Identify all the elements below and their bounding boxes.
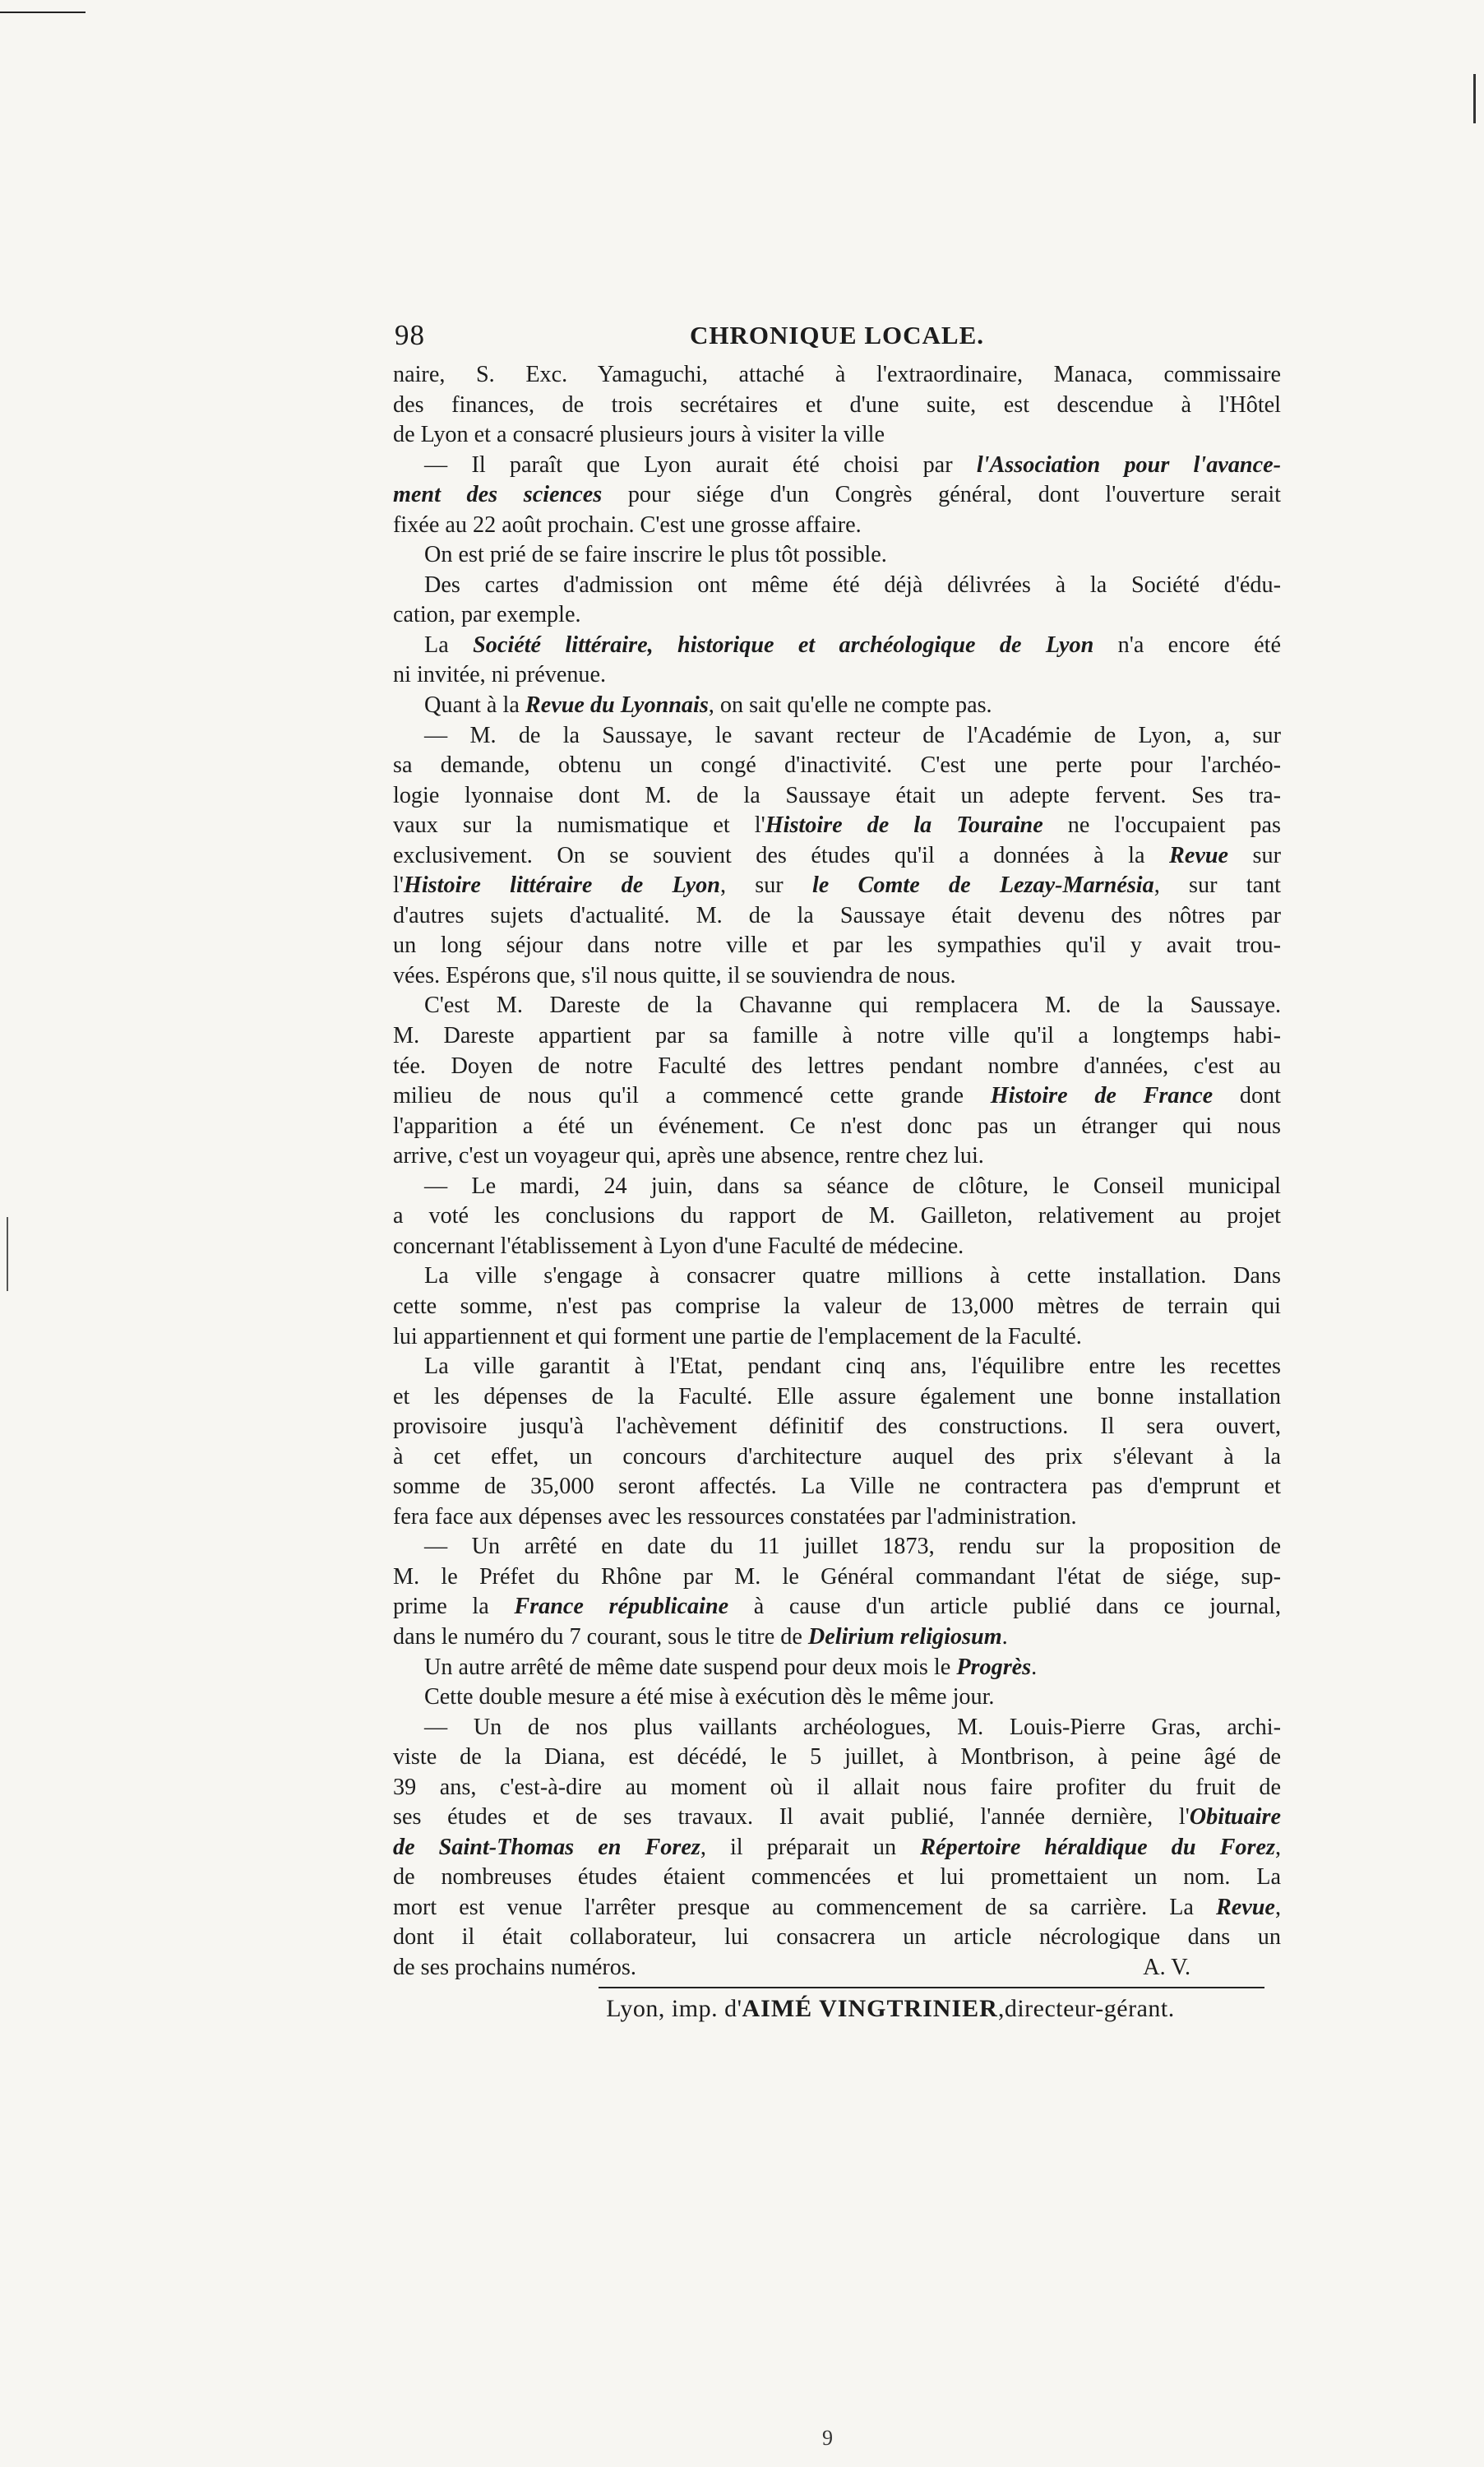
text-run: lui appartiennent et qui forment une partie de l'emplacement de la Faculté. — [393, 1323, 1082, 1349]
text-line — [393, 1532, 1281, 1562]
text-run: , sur tant — [1153, 872, 1282, 899]
text-run: à cause d'un article publié dans ce journal, — [728, 1594, 1281, 1620]
text-line — [393, 1893, 1281, 1923]
text-run: . — [1001, 1623, 1008, 1650]
text-line — [393, 961, 1281, 992]
text-run: On est prié de se faire inscrire le plus tôt possible. — [424, 542, 887, 568]
text-line — [393, 1472, 1281, 1502]
text-run: tée. Doyen de notre Faculté des lettres pendant nombre d'années, c'est au — [393, 1053, 1281, 1079]
text-run: , on sait qu'elle ne compte pas. — [708, 692, 992, 719]
text-run: viste de la Diana, est décédé, le 5 juillet, à Montbrison, à peine âgé de — [393, 1744, 1281, 1770]
italic-title: Revue du Lyonnais — [525, 692, 709, 719]
italic-title: Revue — [1215, 1894, 1275, 1920]
text-run: — Il paraît que Lyon aurait été choisi par — [424, 451, 977, 478]
text-run: cation, par exemple. — [393, 602, 581, 628]
text-line — [393, 1682, 1281, 1713]
text-run: dont il était collaborateur, lui consacrera un article nécrologique dans un — [393, 1924, 1281, 1951]
text-line — [393, 1622, 1281, 1653]
text-run: a voté les conclusions du rapport de M. Gailleton, relativement au projet — [393, 1203, 1281, 1229]
bottom-mark: 9 — [822, 2426, 833, 2450]
text-run: mort est venue l'arrêter presque au commencement de sa carrière. La — [393, 1894, 1216, 1920]
text-run: La ville garantit à l'Etat, pendant cinq ans, l'équilibre entre les recettes — [424, 1354, 1281, 1380]
article-body — [393, 360, 1281, 1953]
text-run: de nombreuses études étaient commencées et lui promettaient un nom. La — [393, 1864, 1281, 1891]
italic-title: l'Association pour l'avance- — [976, 451, 1281, 478]
text-line — [393, 1021, 1281, 1052]
text-run: pour siége d'un Congrès général, dont l'ouverture serait — [602, 482, 1281, 508]
text-run: des finances, de trois secrétaires et d'une suite, est descendue à l'Hôtel — [393, 391, 1281, 418]
text-line — [393, 600, 1281, 631]
text-run: — Le mardi, 24 juin, dans sa séance de clôture, le Conseil municipal — [424, 1173, 1281, 1199]
text-run: l' — [393, 872, 404, 899]
text-line — [393, 691, 1281, 721]
text-run: , — [1274, 1834, 1281, 1860]
text-run: dont — [1213, 1083, 1281, 1109]
text-line — [393, 451, 1281, 481]
text-line — [393, 841, 1281, 872]
text-line — [393, 1352, 1281, 1382]
text-line — [393, 1261, 1281, 1292]
text-run: de Lyon et a consacré plusieurs jours à visiter la ville — [393, 422, 885, 448]
text-line — [393, 991, 1281, 1021]
text-run: arrive, c'est un voyageur qui, après une absence, rentre chez lui. — [393, 1143, 984, 1169]
text-run: . — [1031, 1654, 1038, 1680]
text-run: , — [1274, 1894, 1281, 1920]
text-run: sa demande, obtenu un congé d'inactivité. C'est une perte pour l'archéo- — [393, 752, 1281, 779]
text-line — [393, 1562, 1281, 1593]
closing-line — [393, 1953, 1281, 1983]
italic-title: Histoire littéraire de Lyon — [403, 872, 720, 899]
text-line — [393, 1232, 1281, 1262]
text-run: , il préparait un — [700, 1834, 921, 1860]
text-line — [393, 360, 1281, 391]
text-run: ne l'occupaient pas — [1042, 812, 1281, 839]
italic-title: Histoire de la Touraine — [765, 812, 1043, 839]
text-run: et les dépenses de la Faculté. Elle assure également une bonne installation — [393, 1383, 1281, 1409]
italic-title: France républicaine — [514, 1594, 729, 1620]
text-run: un long séjour dans notre ville et par les sympathies qu'il y avait trou- — [393, 933, 1281, 959]
text-line — [393, 1442, 1281, 1473]
text-line — [393, 721, 1281, 752]
text-line — [393, 511, 1281, 541]
signature: A. V. — [1143, 1954, 1190, 1980]
text-run: d'autres sujets d'actualité. M. de la Saussaye était devenu des nôtres par — [393, 902, 1281, 928]
text-run: n'a encore été — [1093, 632, 1281, 658]
text-run: provisoire jusqu'à l'achèvement définitif des constructions. Il sera ouvert, — [393, 1414, 1281, 1440]
scan-edge-mark-left — [7, 1217, 8, 1291]
text-run: , sur — [719, 872, 812, 899]
text-run: logie lyonnaise dont M. de la Saussaye était un adepte fervent. Ses tra- — [393, 782, 1281, 808]
page-number: 98 — [395, 319, 425, 351]
text-line — [393, 1201, 1281, 1232]
italic-title: Delirium religiosum — [807, 1623, 1002, 1650]
text-line — [393, 660, 1281, 691]
text-line — [393, 1112, 1281, 1142]
imprint-printer-name: AIMÉ VINGTRINIER — [742, 1994, 998, 2022]
text-run: naire, S. Exc. Yamaguchi, attaché à l'extraordinaire, Manaca, commissaire — [393, 362, 1281, 387]
page — [393, 319, 1281, 2023]
text-run: — Un de nos plus vaillants archéologues, M. Louis-Pierre Gras, archi- — [424, 1714, 1281, 1740]
running-title: CHRONIQUE LOCALE. — [689, 321, 985, 349]
text-run: Des cartes d'admission ont même été déjà délivrées à la Société d'édu- — [424, 572, 1281, 598]
text-run: vées. Espérons que, s'il nous quitte, il se souviendra de nous. — [393, 962, 956, 988]
text-run: 39 ans, c'est-à-dire au moment où il allait nous faire profiter du fruit de — [393, 1774, 1281, 1800]
text-run: Un autre arrêté de même date suspend pour deux mois le — [424, 1654, 957, 1680]
text-run: à cet effet, un concours d'architecture auquel des prix s'élevant à la — [393, 1443, 1281, 1470]
text-run: C'est M. Dareste de la Chavanne qui remplacera M. de la Saussaye. — [424, 993, 1281, 1019]
text-line — [393, 1052, 1281, 1082]
text-line — [393, 391, 1281, 421]
text-run: vaux sur la numismatique et l' — [393, 812, 765, 839]
text-run: Cette double mesure a été mise à exécution dès le même jour. — [424, 1684, 995, 1710]
text-line — [393, 1292, 1281, 1322]
text-line — [393, 1081, 1281, 1112]
corner-rule — [0, 12, 86, 13]
text-line — [393, 1803, 1281, 1833]
text-line — [393, 1713, 1281, 1743]
text-line — [393, 420, 1281, 451]
italic-title: Histoire de France — [990, 1083, 1214, 1109]
text-line — [393, 1172, 1281, 1202]
text-run: l'apparition a été un événement. Ce n'est donc pas un étranger qui nous — [393, 1113, 1281, 1139]
text-line — [393, 1592, 1281, 1622]
closing-text: de ses prochains numéros. — [393, 1954, 636, 1980]
text-line — [393, 1773, 1281, 1803]
text-line — [393, 540, 1281, 571]
text-line — [393, 1412, 1281, 1442]
text-line — [393, 901, 1281, 932]
text-line — [393, 1743, 1281, 1773]
text-line — [393, 931, 1281, 961]
text-run: ni invitée, ni prévenue. — [393, 662, 607, 688]
running-head — [393, 319, 1281, 360]
italic-title: Revue — [1169, 842, 1229, 868]
imprint — [393, 1995, 1281, 2023]
text-run: somme de 35,000 seront affectés. La Ville ne contractera pas d'emprunt et — [393, 1474, 1281, 1500]
imprint-suffix: ,directeur-gérant. — [997, 1994, 1175, 2022]
text-run: — Un arrêté en date du 11 juillet 1873, rendu sur la proposition de — [424, 1534, 1281, 1560]
italic-title: Répertoire héraldique du Forez — [920, 1834, 1275, 1860]
text-run: ses études et de ses travaux. Il avait publié, l'année dernière, l' — [393, 1804, 1190, 1831]
text-line — [393, 1502, 1281, 1533]
text-line — [393, 811, 1281, 841]
text-line — [393, 871, 1281, 901]
text-run: cette somme, n'est pas comprise la valeur de 13,000 mètres de terrain qui — [393, 1293, 1281, 1319]
text-run: La ville s'engage à consacrer quatre millions à cette installation. Dans — [424, 1263, 1281, 1289]
text-line — [393, 751, 1281, 781]
text-line — [393, 1833, 1281, 1863]
text-line — [393, 781, 1281, 812]
text-line — [393, 1653, 1281, 1683]
text-run: milieu de nous qu'il a commencé cette grande — [393, 1083, 991, 1109]
text-line — [393, 1923, 1281, 1953]
italic-title: Société littéraire, historique et archéologique de Lyon — [473, 632, 1094, 658]
text-run: La — [424, 632, 474, 658]
imprint-prefix: Lyon, imp. d' — [606, 1994, 742, 2022]
italic-title: de Saint-Thomas en Forez — [393, 1834, 700, 1860]
text-run: concernant l'établissement à Lyon d'une Faculté de médecine. — [393, 1233, 964, 1259]
text-line — [393, 571, 1281, 601]
text-run: prime la — [393, 1594, 515, 1620]
text-run: sur — [1228, 842, 1281, 868]
italic-title: ment des sciences — [393, 482, 603, 508]
italic-title: le Comte de Lezay-Marnésia — [811, 872, 1154, 899]
text-line — [393, 631, 1281, 661]
text-run: Quant à la — [424, 692, 525, 719]
italic-title: Progrès — [956, 1654, 1032, 1680]
text-run: exclusivement. On se souvient des études qu'il a données à la — [393, 842, 1170, 868]
text-run: fixée au 22 août prochain. C'est une grosse affaire. — [393, 511, 862, 538]
text-run: dans le numéro du 7 courant, sous le titre de — [393, 1623, 808, 1650]
text-run: M. le Préfet du Rhône par M. le Général commandant l'état de siége, sup- — [393, 1563, 1281, 1590]
text-run: M. Dareste appartient par sa famille à notre ville qu'il a longtemps habi- — [393, 1023, 1281, 1049]
text-line — [393, 1863, 1281, 1893]
text-run: fera face aux dépenses avec les ressources constatées par l'administration. — [393, 1503, 1077, 1530]
text-line — [393, 480, 1281, 511]
text-line — [393, 1141, 1281, 1172]
text-run: — M. de la Saussaye, le savant recteur de l'Académie de Lyon, a, sur — [424, 722, 1281, 748]
text-line — [393, 1322, 1281, 1353]
scan-edge-mark — [1473, 74, 1476, 123]
italic-title: Obituaire — [1189, 1804, 1281, 1831]
closing-rule — [599, 1987, 1264, 1988]
text-line — [393, 1382, 1281, 1413]
